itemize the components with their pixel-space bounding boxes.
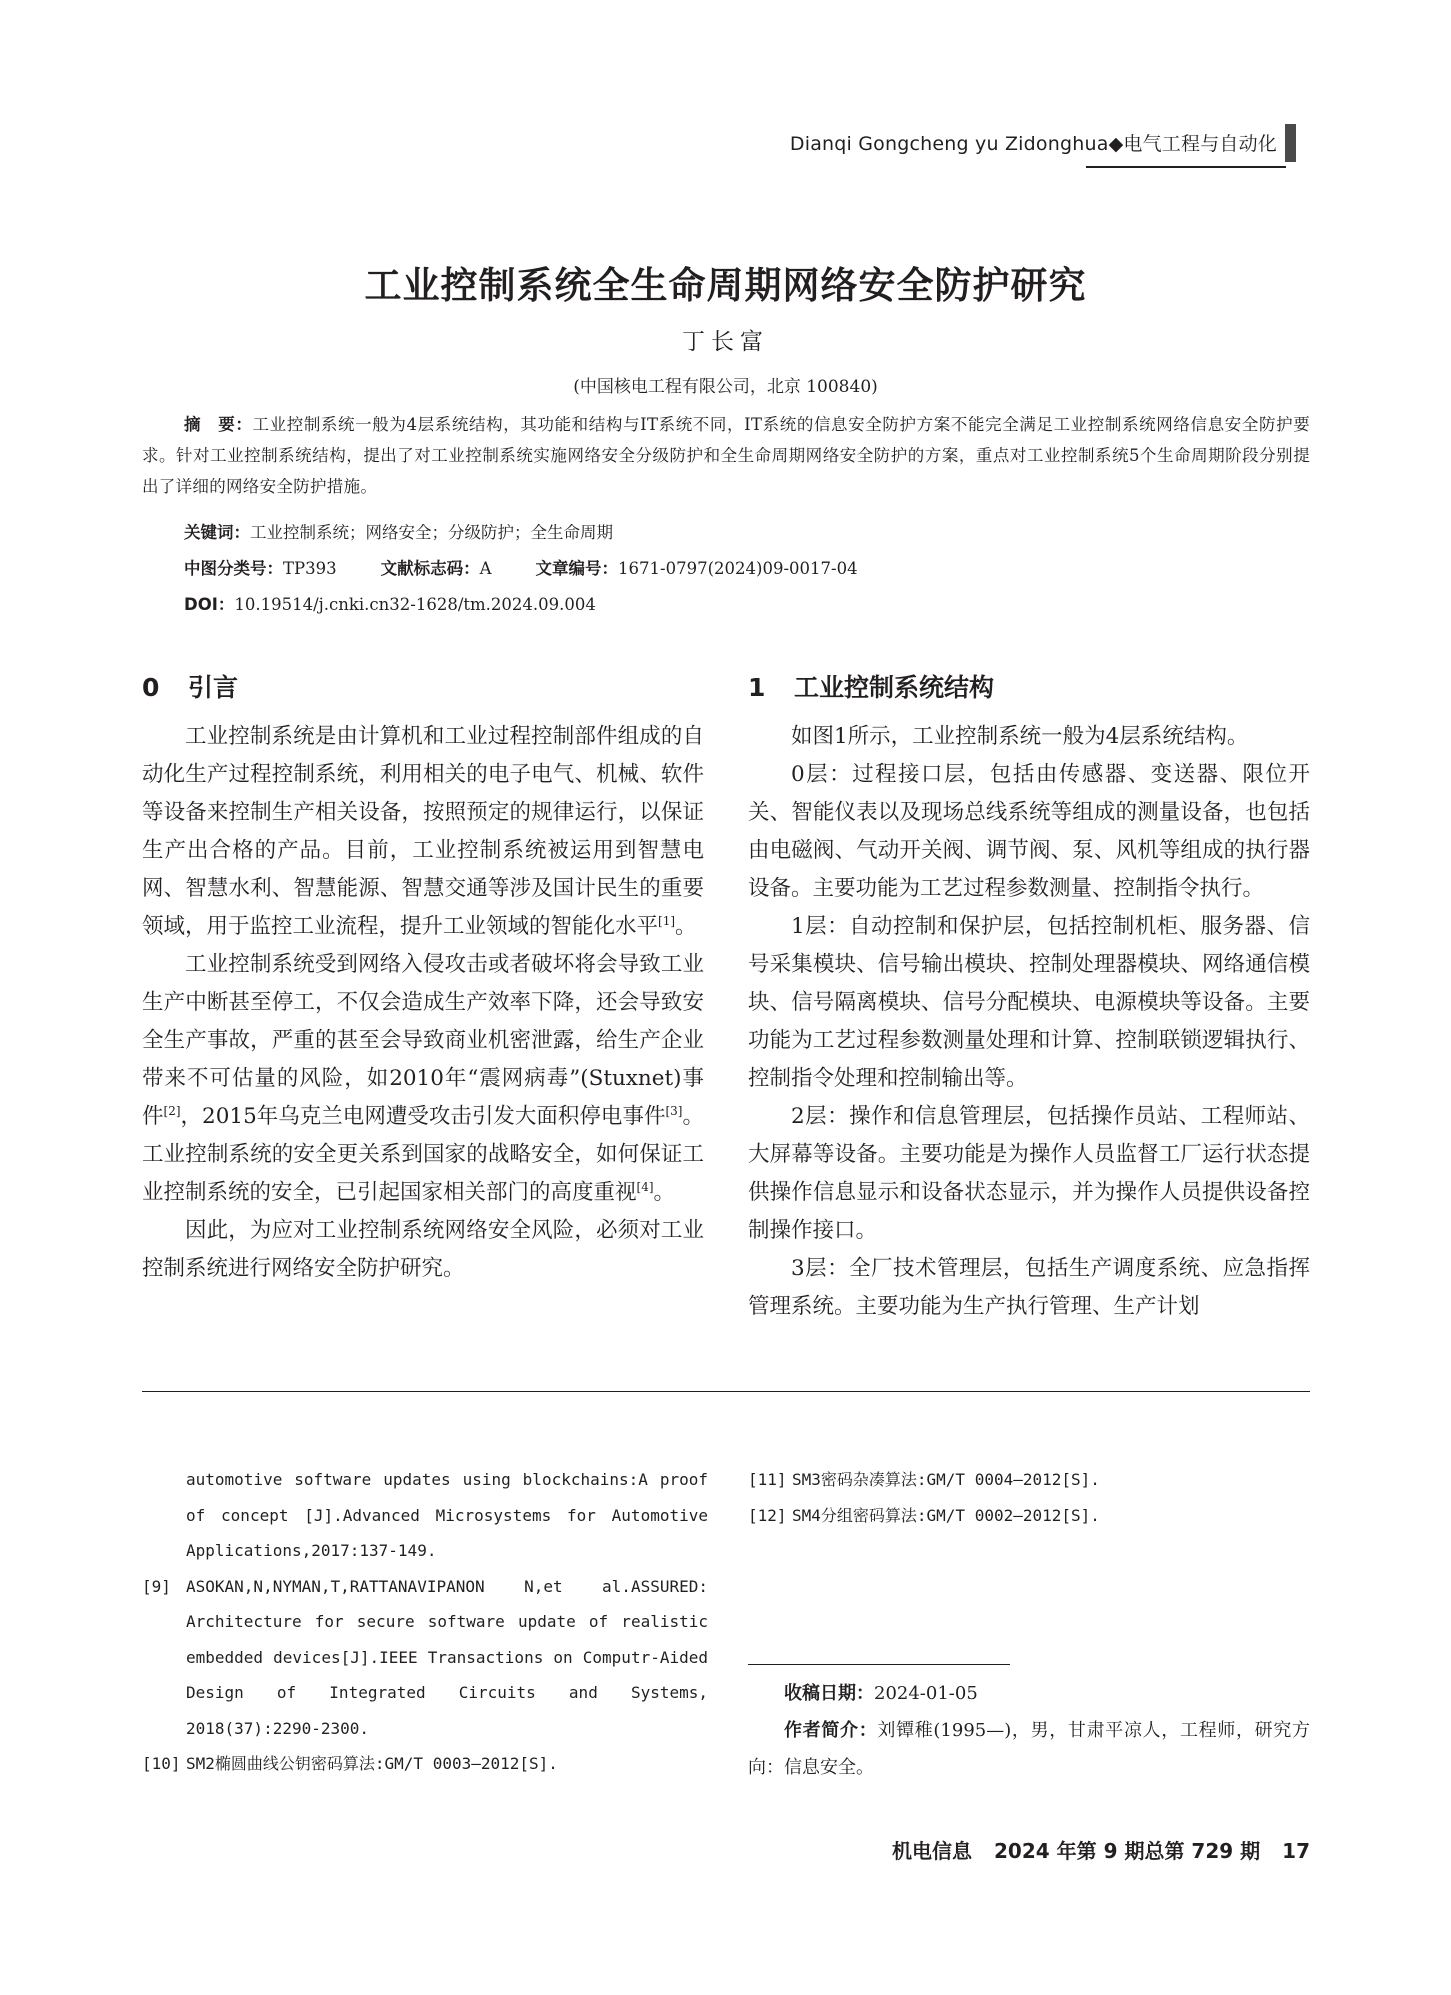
reference-number: [12]: [748, 1505, 787, 1525]
page-number: 17: [1282, 1839, 1310, 1863]
clc-value: TP393: [283, 559, 337, 578]
doi-label: DOI：: [184, 595, 235, 614]
reference-number: [11]: [748, 1470, 787, 1489]
reference-continued: [142, 1462, 708, 1569]
paragraph: 0层：过程接口层，包括由传感器、变送器、限位开关、智能仪表以及现场总线系统等组成的测量设备，也包括由电磁阀、气动开关阀、调节阀、泵、风机等组成的执行器设备。主要功能为工艺过程参数测量、控制指令执行。: [748, 762, 1310, 901]
citation: [4]: [636, 1179, 654, 1194]
paragraph-text: 工业控制系统是由计算机和工业过程控制部件组成的自动化生产过程控制系统，利用相关的电子电气、机械、软件等设备来控制生产相关设备，按照预定的规律运行，以保证生产出合格的产品。目前，工业控制系统被运用到智慧电网、智慧水利、智慧能源、智慧交通等涉及国计民生的重要领域，用于监控工业流程，提升工业领域的智能化水平: [142, 724, 704, 939]
journal-name-cn: 电气工程与自动化: [1123, 133, 1277, 155]
references-right: [748, 1462, 1314, 1533]
reference-number: [10]: [142, 1754, 181, 1773]
header-bar: [1285, 124, 1296, 162]
abstract-label: 摘 要：: [184, 415, 253, 434]
received-label: 收稿日期：: [784, 1683, 874, 1704]
paragraph-text: ，2015年乌克兰电网遭受攻击引发大面积停电事件: [180, 1104, 666, 1129]
paragraph: [142, 946, 704, 1212]
keywords-text: 工业控制系统；网络安全；分级防护；全生命周期: [250, 523, 613, 542]
received-value: 2024-01-05: [874, 1683, 978, 1704]
right-column: [748, 718, 1310, 1326]
clc-label: 中图分类号：: [184, 559, 283, 578]
section-heading-0: [142, 668, 238, 704]
reference-text: automotive software updates using blockchains:A proof of concept [J].Advanced Microsystems for Automotive Applications,2017:137-149.: [186, 1470, 708, 1560]
citation: [3]: [665, 1103, 683, 1118]
article-author: 丁长富: [682, 329, 769, 355]
paragraph: [142, 718, 704, 946]
reference-text: ASOKAN,N,NYMAN,T,RATTANAVIPANON N,et al.ASSURED: Architecture for secure software update of realistic embedded devices[J].IEEE Transactions on Computr-Aided Design of Integrated Circuits and Systems, 2018(37):2290-2300.: [186, 1576, 708, 1738]
page-footer: [0, 1835, 1310, 1864]
paragraph-text: 。工业控制系统的安全更关系到国家的战略安全，如何保证工业控制系统的安全，已引起国家相关部门的高度重视: [142, 1104, 704, 1205]
section-number: 1: [748, 673, 766, 702]
left-column: [142, 718, 704, 1288]
keywords-label: 关键词：: [184, 523, 250, 542]
section-heading-1: [748, 668, 994, 704]
footnote-rule: [748, 1664, 1010, 1665]
paragraph-text: 。: [653, 1180, 676, 1205]
reference-11: [748, 1462, 1314, 1498]
doi-line: [184, 589, 596, 620]
reference-12: [748, 1498, 1314, 1534]
paragraph: 如图1所示，工业控制系统一般为4层系统结构。: [791, 724, 1249, 749]
header-separator: ◆: [1108, 133, 1124, 155]
classification-line: [184, 553, 858, 584]
journal-pinyin: Dianqi Gongcheng yu Zidonghua: [789, 133, 1109, 155]
footer-journal: 机电信息: [892, 1839, 972, 1863]
citation: [2]: [163, 1103, 181, 1118]
article-no-value: 1671-0797(2024)09-0017-04: [618, 559, 858, 578]
doc-code-label: 文献标志码：: [380, 559, 480, 578]
doc-code-value: A: [479, 559, 492, 578]
section-title: 工业控制系统结构: [794, 673, 995, 702]
paragraph: 3层：全厂技术管理层，包括生产调度系统、应急指挥管理系统。主要功能为生产执行管理、生产计划: [748, 1256, 1310, 1319]
section-number: 0: [142, 673, 160, 702]
header-underline: [1086, 166, 1286, 168]
reference-10: [142, 1746, 708, 1782]
section-title: 引言: [188, 673, 239, 702]
author-bio: [748, 1712, 1310, 1786]
paragraph: 1层：自动控制和保护层，包括控制机柜、服务器、信号采集模块、信号输出模块、控制处理器模块、网络通信模块、信号隔离模块、信号分配模块、电源模块等设备。主要功能为工艺过程参数测量处理和计算、控制联锁逻辑执行、控制指令处理和控制输出等。: [748, 914, 1310, 1091]
article-no-label: 文章编号：: [535, 559, 619, 578]
reference-9: [142, 1569, 708, 1747]
paragraph-text: 工业控制系统受到网络入侵攻击或者破坏将会导致工业生产中断甚至停工，不仅会造成生产效率下降，还会导致安全生产事故，严重的甚至会导致商业机密泄露，给生产企业带来不可估量的风险，如2010年“震网病毒”(Stuxnet)事件: [142, 952, 704, 1129]
citation: [1]: [658, 913, 676, 928]
reference-text: SM4分组密码算法:GM/T 0002—2012[S].: [792, 1505, 1100, 1525]
abstract: [142, 409, 1310, 502]
received-date: [748, 1675, 1310, 1712]
running-header: [0, 124, 1296, 162]
footer-issue: 2024 年第 9 期总第 729 期: [994, 1839, 1261, 1863]
reference-text: SM3密码杂凑算法:GM/T 0004—2012[S].: [792, 1470, 1100, 1489]
abstract-text: 工业控制系统一般为4层系统结构，其功能和结构与IT系统不同，IT系统的信息安全防护方案不能完全满足工业控制系统网络信息安全防护要求。针对工业控制系统结构，提出了对工业控制系统实施网络安全分级防护和全生命周期网络安全防护的方案，重点对工业控制系统5个生命周期阶段分别提出了详细的网络安全防护措施。: [142, 415, 1310, 496]
doi-value: 10.19514/j.cnki.cn32-1628/tm.2024.09.004: [234, 595, 596, 614]
author-affiliation: (中国核电工程有限公司，北京 100840): [573, 377, 878, 397]
paragraph: 因此，为应对工业控制系统网络安全风险，必须对工业控制系统进行网络安全防护研究。: [142, 1218, 704, 1281]
reference-number: [9]: [142, 1576, 171, 1596]
paragraph: 2层：操作和信息管理层，包括操作员站、工程师站、大屏幕等设备。主要功能是为操作人员监督工厂运行状态提供操作信息显示和设备状态显示，并为操作人员提供设备控制操作接口。: [748, 1104, 1310, 1243]
bio-text: 刘镡稚(1995—)，男，甘肃平凉人，工程师，研究方向：信息安全。: [748, 1720, 1311, 1778]
article-title: 工业控制系统全生命周期网络安全防护研究: [364, 264, 1087, 307]
article-notes: [748, 1675, 1310, 1786]
section-divider: [142, 1391, 1310, 1392]
bio-label: 作者简介：: [784, 1720, 878, 1741]
keywords-line: [184, 517, 613, 548]
paragraph-text: 。: [675, 914, 697, 939]
reference-text: SM2椭圆曲线公钥密码算法:GM/T 0003—2012[S].: [186, 1754, 558, 1773]
references-left: [142, 1462, 708, 1782]
